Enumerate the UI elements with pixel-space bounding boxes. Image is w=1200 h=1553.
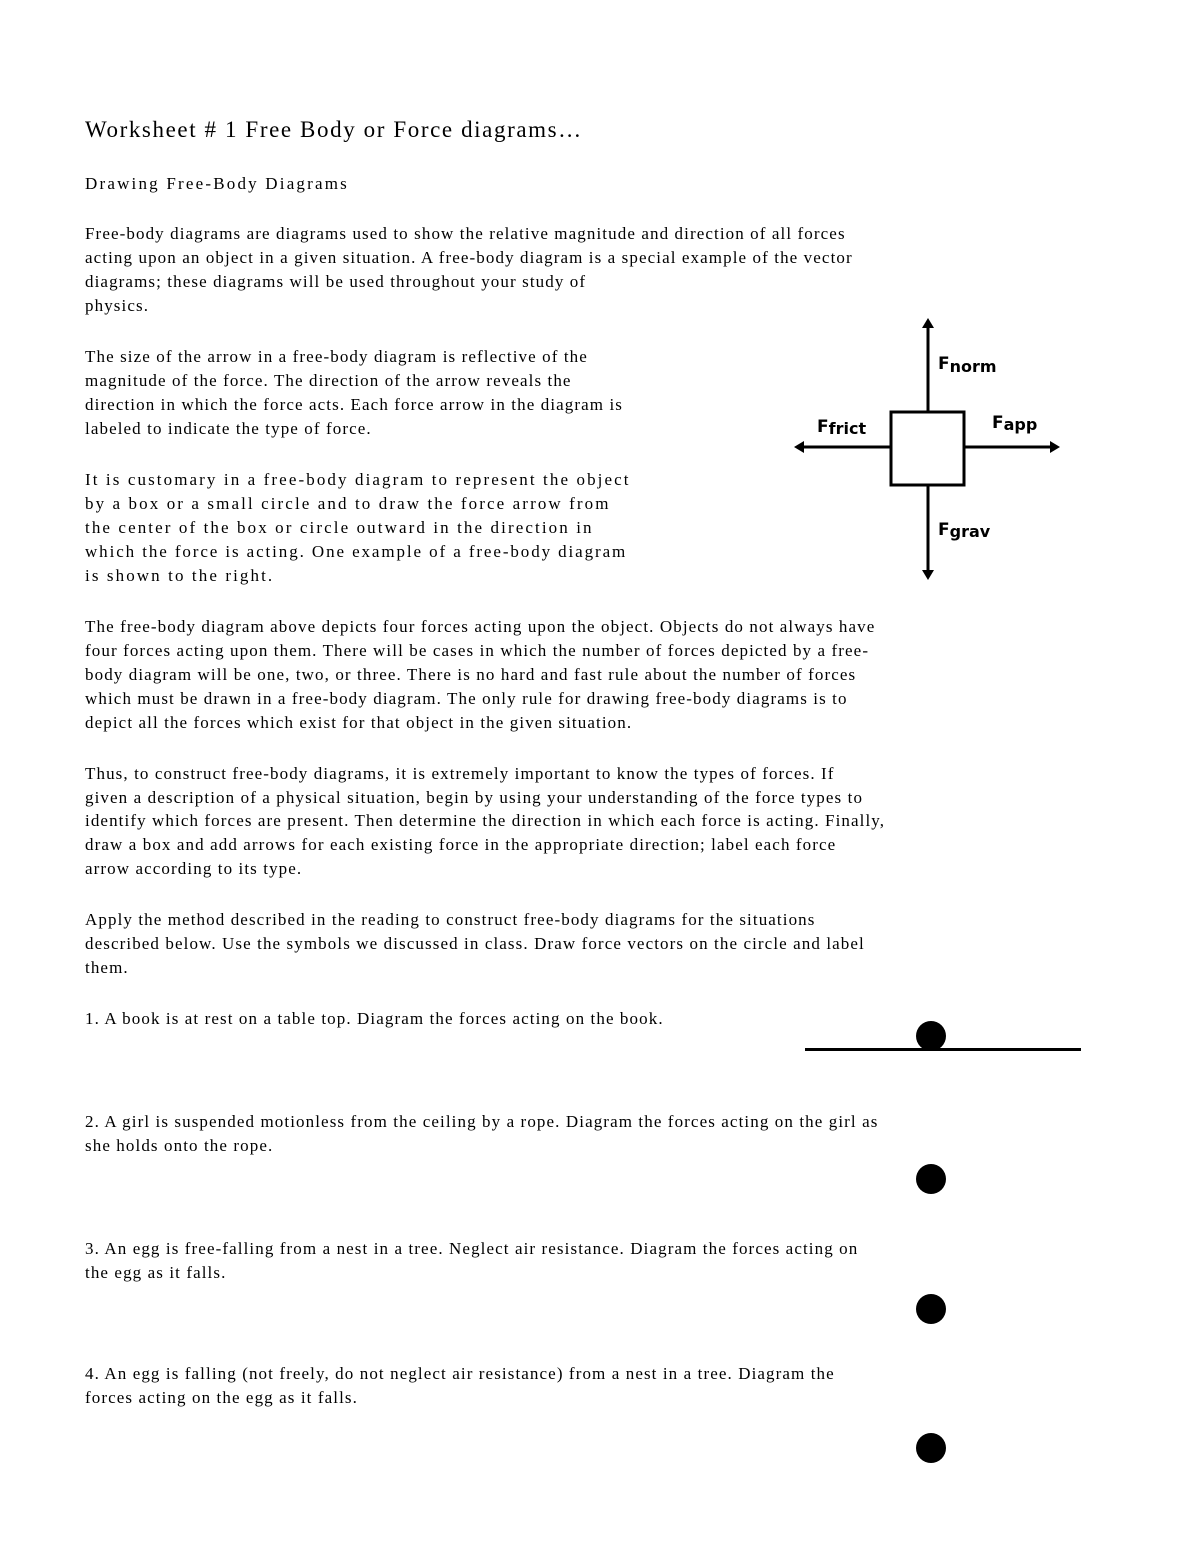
question-3-text: 3. An egg is free-falling from a nest in a tree. Neglect air resistance. Diagram the forces acting on — [85, 1239, 859, 1258]
para2-line: labeled to indicate the type of force. — [85, 419, 372, 438]
para3-line: by a box or a small circle and to draw the force arrow from — [85, 494, 611, 513]
para3-line: which the force is acting. One example of a free-body diagram — [85, 542, 628, 561]
question-4-text: 4. An egg is falling (not freely, do not neglect air resistance) from a nest in a tree. Diagram the — [85, 1364, 835, 1383]
para2-line: direction in which the force acts. Each force arrow in the diagram is — [85, 395, 624, 414]
worksheet-title: Worksheet # 1 Free Body or Force diagrams… — [85, 117, 583, 142]
arrowhead-down — [922, 570, 934, 580]
label-fgrav: Fgrav — [938, 520, 991, 541]
question-3-text: the egg as it falls. — [85, 1263, 227, 1282]
question-2-text: 2. A girl is suspended motionless from the ceiling by a rope. Diagram the forces acting on the girl as — [85, 1112, 879, 1131]
para5-line: arrow according to its type. — [85, 859, 303, 878]
para4-line: The free-body diagram above depicts four forces acting upon the object. Objects do not always have — [85, 617, 876, 636]
label-fapp: Fapp — [992, 413, 1038, 434]
para3-line: It is customary in a free-body diagram to represent the object — [85, 470, 631, 489]
para6-line: Apply the method described in the reading to construct free-body diagrams for the situations — [85, 910, 816, 929]
para4-line: which must be drawn in a free-body diagram. The only rule for drawing free-body diagrams is to — [85, 689, 848, 708]
label-ffrict: Ffrict — [817, 417, 867, 438]
para4-line: depict all the forces which exist for that object in the given situation. — [85, 713, 633, 732]
para3-line: is shown to the right. — [85, 566, 275, 585]
table-top-line — [805, 1048, 1081, 1051]
label-fnorm: Fnorm — [938, 354, 997, 376]
para2-line: The size of the arrow in a free-body diagram is reflective of the — [85, 347, 588, 366]
para5-line: identify which forces are present. Then determine the direction in which each force is acting. Finally, — [85, 811, 886, 830]
question-4-text: forces acting on the egg as it falls. — [85, 1388, 358, 1407]
para6-line: them. — [85, 958, 129, 977]
object-dot-book — [916, 1021, 946, 1051]
free-body-diagram — [790, 316, 1065, 586]
para5-line: draw a box and add arrows for each existing force in the appropriate direction; label each force — [85, 835, 837, 854]
question-1-text: 1. A book is at rest on a table top. Diagram the forces acting on the book. — [85, 1009, 664, 1028]
para4-line: body diagram will be one, two, or three. There is no hard and fast rule about the number of forces — [85, 665, 857, 684]
arrowhead-right — [1050, 441, 1060, 453]
object-dot-egg-airresist — [916, 1433, 946, 1463]
para1-line: diagrams; these diagrams will be used throughout your study of — [85, 272, 587, 291]
question-2-text: she holds onto the rope. — [85, 1136, 274, 1155]
para4-line: four forces acting upon them. There will be cases in which the number of forces depicted by a free- — [85, 641, 870, 660]
para2-line: magnitude of the force. The direction of the arrow reveals the — [85, 371, 572, 390]
para5-line: Thus, to construct free-body diagrams, it is extremely important to know the types of forces. If — [85, 764, 835, 783]
para6-line: described below. Use the symbols we discussed in class. Draw force vectors on the circle and label — [85, 934, 865, 953]
arrowhead-up — [922, 318, 934, 328]
para3-line: the center of the box or circle outward in the direction in — [85, 518, 594, 537]
para1-line: Free-body diagrams are diagrams used to show the relative magnitude and direction of all forces — [85, 224, 846, 243]
object-dot-girl — [916, 1164, 946, 1194]
object-dot-egg-freefall — [916, 1294, 946, 1324]
section-heading: Drawing Free-Body Diagrams — [85, 174, 349, 193]
para1-line: acting upon an object in a given situation. A free-body diagram is a special example of the vector — [85, 248, 853, 267]
object-box — [891, 412, 964, 485]
arrowhead-left — [794, 441, 804, 453]
para5-line: given a description of a physical situation, begin by using your understanding of the force types to — [85, 788, 864, 807]
para1-line: physics. — [85, 296, 150, 315]
